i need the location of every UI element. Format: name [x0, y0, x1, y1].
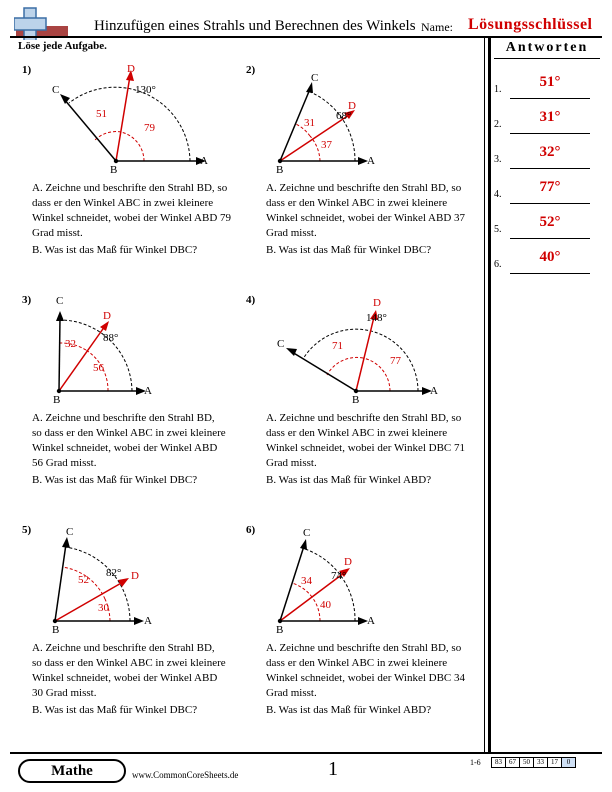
- point-label-d: D: [344, 556, 352, 568]
- answer-value: 77°: [539, 179, 561, 195]
- part-arc-dbc: [327, 357, 363, 375]
- problem-text: [266, 641, 481, 718]
- answer-value: 40°: [539, 249, 561, 265]
- problem-text-b: B. Was ist das Maß für Winkel DBC?: [32, 474, 198, 486]
- logo-icon: [14, 6, 70, 40]
- total-angle-arc: [60, 320, 132, 391]
- problem-text-b: B. Was ist das Maß für Winkel DBC?: [266, 244, 432, 256]
- problem-block-4: [240, 290, 470, 500]
- arrowhead-a: [134, 617, 144, 625]
- answer-value: 32°: [539, 144, 561, 160]
- page-number: 1: [328, 758, 338, 780]
- problem-number: 6): [246, 524, 256, 536]
- problem-number: 2): [246, 64, 256, 76]
- problem-block-2: [240, 60, 470, 270]
- total-angle-label: 68°: [336, 110, 352, 122]
- problem-text: [32, 641, 227, 718]
- vertex-point: [114, 159, 118, 163]
- answer-value: 31°: [539, 109, 561, 125]
- point-label-c: C: [303, 527, 311, 539]
- problem-number: 4): [246, 294, 256, 306]
- problem-number: 3): [22, 294, 32, 306]
- answers-heading-rule: [494, 58, 600, 59]
- score-cell: 0: [561, 757, 576, 768]
- vertex-point: [278, 159, 282, 163]
- vertex-point: [57, 389, 61, 393]
- total-angle-label: 130°: [135, 84, 156, 96]
- ray-bd: [116, 76, 130, 161]
- point-label-b: B: [352, 394, 360, 406]
- part1-angle-label: 34: [301, 575, 312, 587]
- header-divider: [10, 36, 602, 38]
- problem-text-a: A. Zeichne und beschrifte den Strahl BD, so dass er den Winkel ABC in zwei kleinere Winkel schneidet, wobei der Winkel ABD 37 Grad misst.: [266, 182, 466, 239]
- answer-number: 1.: [494, 84, 502, 95]
- part1-angle-label: 52: [78, 574, 89, 586]
- name-label: Name:: [421, 20, 453, 34]
- part2-angle-label: 77: [390, 355, 401, 367]
- part-arc-abd: [312, 597, 320, 621]
- answer-number: 6.: [494, 259, 502, 270]
- column-divider: [484, 36, 485, 752]
- part1-angle-label: 32: [65, 338, 76, 350]
- problem-block-6: [240, 520, 470, 730]
- part-arc-abd: [121, 132, 144, 161]
- page-title: Hinzufügen eines Strahls und Berechnen des Winkels: [94, 18, 416, 34]
- problem-text-a: A. Zeichne und beschrifte den Strahl BD, so dass er den Winkel ABC in zwei kleinere Winkel schneidet, wobei der Winkel ABD 56 Grad misst.: [32, 412, 226, 469]
- problem-text-b: B. Was ist das Maß für Winkel ABD?: [266, 474, 432, 486]
- answer-value: 52°: [539, 214, 561, 230]
- arrowhead-d: [118, 578, 129, 587]
- problem-text: [32, 181, 237, 258]
- problem-block-1: [14, 60, 244, 270]
- problem-text-a: A. Zeichne und beschrifte den Strahl BD, so dass er den Winkel ABC in zwei kleinere Winkel schneidet, wobei der Winkel DBC 71 Grad misst.: [266, 412, 466, 469]
- answers-heading: Antworten: [505, 40, 589, 55]
- problem-text-b: B. Was ist das Maß für Winkel DBC?: [32, 244, 198, 256]
- angle-diagram: [14, 520, 244, 640]
- angle-diagram: [14, 290, 244, 410]
- total-angle-label: 74°: [331, 570, 347, 582]
- part1-angle-label: 51: [96, 108, 107, 120]
- ray-bd: [59, 326, 105, 391]
- problem-range: 1-6: [470, 758, 481, 767]
- instructions: Löse jede Aufgabe.: [18, 40, 107, 52]
- answer-number: 2.: [494, 119, 502, 130]
- score-cell: 50: [519, 757, 534, 768]
- problem-text-b: B. Was ist das Maß für Winkel ABD?: [266, 704, 432, 716]
- problem-text-b: B. Was ist das Maß für Winkel DBC?: [32, 704, 198, 716]
- subject-badge: Mathe: [18, 759, 126, 783]
- part-arc-dbc: [95, 132, 121, 140]
- arrowhead-c: [62, 537, 70, 548]
- point-label-c: C: [277, 338, 285, 350]
- score-table: [492, 757, 576, 768]
- problem-number: 5): [22, 524, 32, 536]
- score-cell: 67: [505, 757, 520, 768]
- column-divider-thick: [488, 36, 491, 752]
- part1-angle-label: 31: [304, 117, 315, 129]
- problem-text-a: A. Zeichne und beschrifte den Strahl BD, so dass er den Winkel ABC in zwei kleinere Winkel schneidet, wobei der Winkel DBC 34 Grad misst.: [266, 642, 466, 699]
- point-label-b: B: [276, 624, 284, 636]
- answer-value: 51°: [539, 74, 561, 90]
- vertex-point: [354, 389, 358, 393]
- point-label-a: A: [367, 615, 375, 627]
- site-url[interactable]: www.CommonCoreSheets.de: [132, 770, 239, 780]
- part-arc-abd: [363, 358, 390, 391]
- answer-number: 4.: [494, 189, 502, 200]
- arrowhead-c: [60, 94, 70, 104]
- answer-key-label: Lösungsschlüssel: [468, 16, 593, 33]
- part2-angle-label: 37: [321, 139, 332, 151]
- ray-bc: [55, 544, 66, 621]
- ray-bd: [356, 317, 374, 391]
- problem-text-a: A. Zeichne und beschrifte den Strahl BD, so dass er den Winkel ABC in zwei kleinere Winkel schneidet, wobei der Winkel ABD 79 Grad misst.: [32, 182, 232, 239]
- ray-bc: [292, 352, 356, 391]
- problem-number: 1): [22, 64, 32, 76]
- point-label-b: B: [276, 164, 284, 176]
- ray-bc: [59, 318, 60, 391]
- point-label-b: B: [110, 164, 118, 176]
- point-label-b: B: [53, 394, 61, 406]
- point-label-a: A: [367, 155, 375, 167]
- arrowhead-d: [100, 321, 109, 331]
- point-label-c: C: [66, 526, 74, 538]
- point-label-a: A: [430, 385, 438, 397]
- score-cell: 33: [533, 757, 548, 768]
- footer-divider: [10, 752, 602, 754]
- arrowhead-c: [300, 539, 307, 550]
- problem-block-5: [14, 520, 244, 730]
- point-label-b: B: [52, 624, 60, 636]
- answer-number: 3.: [494, 154, 502, 165]
- ray-bc: [64, 99, 116, 161]
- angle-diagram: [240, 60, 470, 180]
- point-label-a: A: [200, 155, 208, 167]
- point-label-c: C: [311, 72, 319, 84]
- part1-angle-label: 71: [332, 340, 343, 352]
- angle-diagram: [240, 520, 470, 640]
- ray-bd: [55, 582, 123, 621]
- total-angle-label: 148°: [366, 312, 387, 324]
- total-angle-label: 88°: [103, 332, 119, 344]
- problem-text-a: A. Zeichne und beschrifte den Strahl BD, so dass er den Winkel ABC in zwei kleinere Winkel schneidet, wobei der Winkel ABD 30 Grad misst.: [32, 642, 226, 699]
- point-label-d: D: [127, 63, 135, 75]
- problem-text: [32, 411, 227, 488]
- part2-angle-label: 79: [144, 122, 155, 134]
- part2-angle-label: 56: [93, 362, 104, 374]
- arrowhead-c: [56, 311, 64, 321]
- part2-angle-label: 30: [98, 602, 109, 614]
- vertex-point: [278, 619, 282, 623]
- angle-diagram: [14, 60, 244, 180]
- total-angle-arc: [69, 87, 190, 161]
- score-cell: 17: [547, 757, 562, 768]
- total-angle-label: 82°: [106, 567, 122, 579]
- vertex-point: [53, 619, 57, 623]
- answer-number: 5.: [494, 224, 502, 235]
- point-label-c: C: [52, 84, 60, 96]
- problem-block-3: [14, 290, 244, 500]
- point-label-c: C: [56, 295, 64, 307]
- problem-text: [266, 181, 481, 258]
- score-cell: 83: [491, 757, 506, 768]
- point-label-d: D: [373, 297, 381, 309]
- point-label-d: D: [131, 570, 139, 582]
- point-label-d: D: [103, 310, 111, 322]
- problem-text: [266, 411, 481, 488]
- point-label-d: D: [348, 100, 356, 112]
- point-label-a: A: [144, 615, 152, 627]
- part2-angle-label: 40: [320, 599, 331, 611]
- point-label-a: A: [144, 385, 152, 397]
